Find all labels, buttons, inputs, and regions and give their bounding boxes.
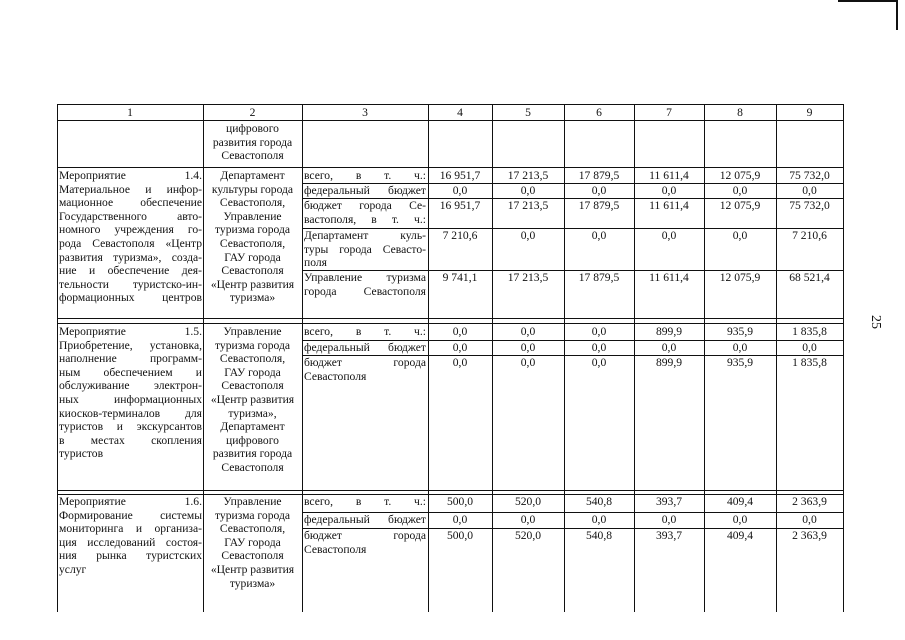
executor-line: туризма города (215, 223, 290, 237)
column-header: 3 (362, 106, 368, 119)
executor-line: туризма города (215, 508, 290, 522)
financing-source-line: федеральный бюджет (304, 513, 426, 526)
amount-cell: 0,0 (661, 341, 677, 354)
amount-cell: 17 213,5 (507, 271, 549, 284)
column-header: 6 (596, 106, 602, 119)
amount-cell: 0,0 (452, 184, 468, 197)
column-divider (634, 104, 635, 612)
amount-cell: 0,0 (452, 513, 468, 526)
amount-cell: 7 210,6 (792, 229, 827, 242)
executor-line: «Центр развития (210, 393, 295, 406)
amount-cell: 0,0 (452, 325, 468, 338)
executor-line: туризма», (228, 406, 277, 420)
financing-source-line: бюджет города (304, 529, 426, 542)
amount-cell: 0,0 (591, 325, 607, 338)
block-border (57, 167, 844, 168)
financing-source-line: поля (304, 256, 327, 270)
executor-line: ГАУ города (224, 535, 281, 549)
activity-description-line: Формирование системы (59, 508, 202, 522)
financing-source-line: всего, в т. ч.: (304, 169, 426, 182)
activity-description-line: формационных центров (59, 291, 202, 305)
executor-line: Департамент (220, 420, 285, 434)
column-divider (203, 104, 204, 612)
corner-mark (896, 0, 898, 30)
column-divider (302, 104, 303, 612)
activity-description-line: Мероприятие 1.6. (59, 495, 202, 508)
amount-cell: 75 732,0 (789, 169, 830, 182)
table-left-border (57, 104, 58, 612)
executor-line: развития города (212, 447, 293, 461)
activity-description-line: услуг (59, 563, 87, 576)
amount-cell: 0,0 (661, 229, 677, 242)
column-header: 5 (525, 106, 531, 119)
amount-cell: 500,0 (446, 529, 474, 542)
amount-cell: 540,8 (585, 495, 613, 508)
amount-cell: 11 611,4 (649, 199, 689, 212)
amount-cell: 17 879,5 (578, 199, 620, 212)
block-border (57, 323, 844, 324)
corner-mark (838, 0, 898, 2)
financing-source-line: бюджет города (304, 356, 426, 369)
col2-line: цифрового (226, 122, 279, 135)
page-number: 25 (868, 315, 883, 329)
column-divider (704, 104, 705, 612)
executor-line: Севастополя, (219, 196, 286, 210)
amount-cell: 0,0 (452, 356, 468, 369)
amount-cell: 0,0 (520, 341, 536, 354)
amount-cell: 1 835,8 (792, 325, 827, 338)
activity-description-line: Материальное и инфор- (59, 182, 202, 196)
column-divider (428, 104, 429, 612)
amount-cell: 0,0 (520, 513, 536, 526)
table-right-border (843, 104, 844, 612)
financing-source-line: туры города Севасто- (304, 242, 426, 256)
block-border (57, 490, 844, 491)
amount-cell: 0,0 (661, 513, 677, 526)
amount-cell: 0,0 (520, 184, 536, 197)
activity-description-line: в местах скопления (59, 433, 202, 447)
activity-description-line: ных информационных (59, 393, 202, 406)
executor-line: Управление (223, 209, 282, 223)
activity-description-line: номного учреждения го- (59, 223, 202, 237)
executor-line: ГАУ города (224, 365, 281, 379)
activity-description-line: туристов и экскурсантов (59, 420, 202, 434)
activity-description-line: ция исследований состоя- (59, 535, 202, 549)
amount-cell: 0,0 (591, 356, 607, 369)
amount-cell: 935,9 (726, 325, 754, 338)
amount-cell: 520,0 (514, 495, 542, 508)
activity-description-line: ние и обеспечение дея- (59, 264, 202, 278)
executor-line: Департамент (220, 169, 285, 182)
financing-source-line: Севастополя (304, 542, 367, 556)
financing-source-line: Департамент куль- (304, 229, 426, 242)
activity-description-line: рода Севастополя «Центр (59, 237, 202, 250)
executor-line: Севастополя (221, 379, 284, 393)
amount-cell: 0,0 (591, 229, 607, 242)
executor-line: Севастополя (221, 549, 284, 563)
activity-description-line: мационное обеспечение (59, 196, 202, 210)
executor-line: «Центр развития (210, 277, 295, 291)
financing-source-line: всего, в т. ч.: (304, 495, 426, 508)
activity-description-line: туристов (59, 447, 104, 461)
amount-cell: 16 951,7 (439, 169, 481, 182)
financing-source-line: всего, в т. ч.: (304, 325, 426, 338)
amount-cell: 11 611,4 (649, 169, 689, 182)
executor-line: цифрового (226, 433, 279, 447)
amount-cell: 0,0 (591, 341, 607, 354)
amount-cell: 11 611,4 (649, 271, 689, 284)
activity-description-line: тельности туристско-ин- (59, 277, 202, 291)
executor-line: Севастополя, (219, 352, 286, 366)
amount-cell: 0,0 (802, 513, 817, 526)
table-top-border (57, 104, 844, 105)
column-header: 7 (666, 106, 672, 119)
amount-cell: 9 741,1 (442, 271, 478, 284)
column-divider (564, 104, 565, 612)
executor-line: Севастополя, (219, 237, 286, 250)
column-header: 9 (806, 106, 813, 119)
column-header: 2 (249, 106, 256, 119)
amount-cell: 16 951,7 (439, 199, 481, 212)
financing-source-line: вастополя, в т. ч.: (304, 212, 426, 226)
activity-description-line: Государственного авто- (59, 209, 202, 223)
column-divider (492, 104, 493, 612)
financing-source-line: бюджет города Се- (304, 199, 426, 212)
amount-cell: 935,9 (726, 356, 754, 369)
financing-source-line: Севастополя (304, 369, 367, 383)
amount-cell: 0,0 (520, 325, 536, 338)
amount-cell: 0,0 (591, 184, 607, 197)
amount-cell: 500,0 (446, 495, 474, 508)
column-divider (776, 104, 777, 612)
amount-cell: 12 075,9 (719, 271, 761, 284)
amount-cell: 540,8 (585, 529, 613, 542)
amount-cell: 0,0 (520, 356, 536, 369)
executor-line: «Центр развития (210, 563, 295, 576)
amount-cell: 12 075,9 (719, 169, 761, 182)
amount-cell: 0,0 (520, 229, 536, 242)
amount-cell: 0,0 (732, 184, 748, 197)
executor-line: Управление (223, 495, 282, 508)
amount-cell: 393,7 (655, 495, 683, 508)
executor-line: туризма» (229, 291, 276, 305)
amount-cell: 0,0 (591, 513, 607, 526)
financing-source-line: федеральный бюджет (304, 184, 426, 197)
amount-cell: 17 879,5 (578, 169, 620, 182)
amount-cell: 17 213,5 (507, 199, 549, 212)
col2-line: развития города (212, 135, 293, 149)
amount-cell: 68 521,4 (789, 271, 830, 284)
executor-line: Севастополя, (219, 522, 286, 536)
executor-line: туризма города (215, 338, 290, 352)
activity-description-line: мониторинга и организа- (59, 522, 202, 536)
amount-cell: 409,4 (726, 529, 754, 542)
amount-cell: 2 363,9 (792, 495, 827, 508)
amount-cell: 2 363,9 (792, 529, 827, 542)
header-bottom-border (57, 120, 844, 121)
executor-line: туризма» (229, 576, 276, 590)
activity-description-line: Мероприятие 1.4. (59, 169, 202, 182)
amount-cell: 17 879,5 (578, 271, 620, 284)
activity-description-line: киосков-терминалов для (59, 406, 202, 420)
amount-cell: 0,0 (452, 341, 468, 354)
executor-line: Управление (223, 325, 282, 338)
amount-cell: 409,4 (726, 495, 754, 508)
financing-source-line: города Севастополя (304, 284, 426, 298)
executor-line: ГАУ города (224, 250, 281, 264)
executor-line: Севастополя (221, 461, 284, 474)
activity-description-line: ния рынка туристских (59, 549, 202, 563)
amount-cell: 17 213,5 (507, 169, 549, 182)
amount-cell: 0,0 (802, 341, 817, 354)
amount-cell: 75 732,0 (789, 199, 830, 212)
column-header: 1 (127, 106, 133, 119)
amount-cell: 0,0 (732, 341, 748, 354)
activity-description-line: Мероприятие 1.5. (59, 325, 202, 338)
activity-description-line: обслуживание электрон- (59, 379, 202, 393)
amount-cell: 899,9 (655, 356, 683, 369)
activity-description-line: Приобретение, установка, (59, 338, 202, 352)
activity-description-line: наполнение программ- (59, 352, 202, 366)
amount-cell: 899,9 (655, 325, 683, 338)
amount-cell: 0,0 (732, 513, 748, 526)
activity-description-line: ным обеспечением и (59, 365, 202, 379)
amount-cell: 0,0 (732, 229, 748, 242)
amount-cell: 7 210,6 (442, 229, 478, 242)
block-border (57, 318, 844, 319)
amount-cell: 520,0 (514, 529, 542, 542)
col2-line: Севастополя (221, 149, 284, 163)
executor-line: культуры города (211, 182, 294, 196)
financing-source-line: федеральный бюджет (304, 341, 426, 354)
amount-cell: 1 835,8 (792, 356, 827, 369)
financing-source-line: Управление туризма (304, 271, 426, 284)
column-header: 8 (737, 106, 743, 119)
amount-cell: 12 075,9 (719, 199, 761, 212)
executor-line: Севастополя (221, 264, 284, 278)
amount-cell: 0,0 (661, 184, 677, 197)
amount-cell: 0,0 (802, 184, 817, 197)
column-header: 4 (457, 106, 463, 119)
activity-description-line: развития туризма», созда- (59, 250, 202, 264)
amount-cell: 393,7 (655, 529, 683, 542)
